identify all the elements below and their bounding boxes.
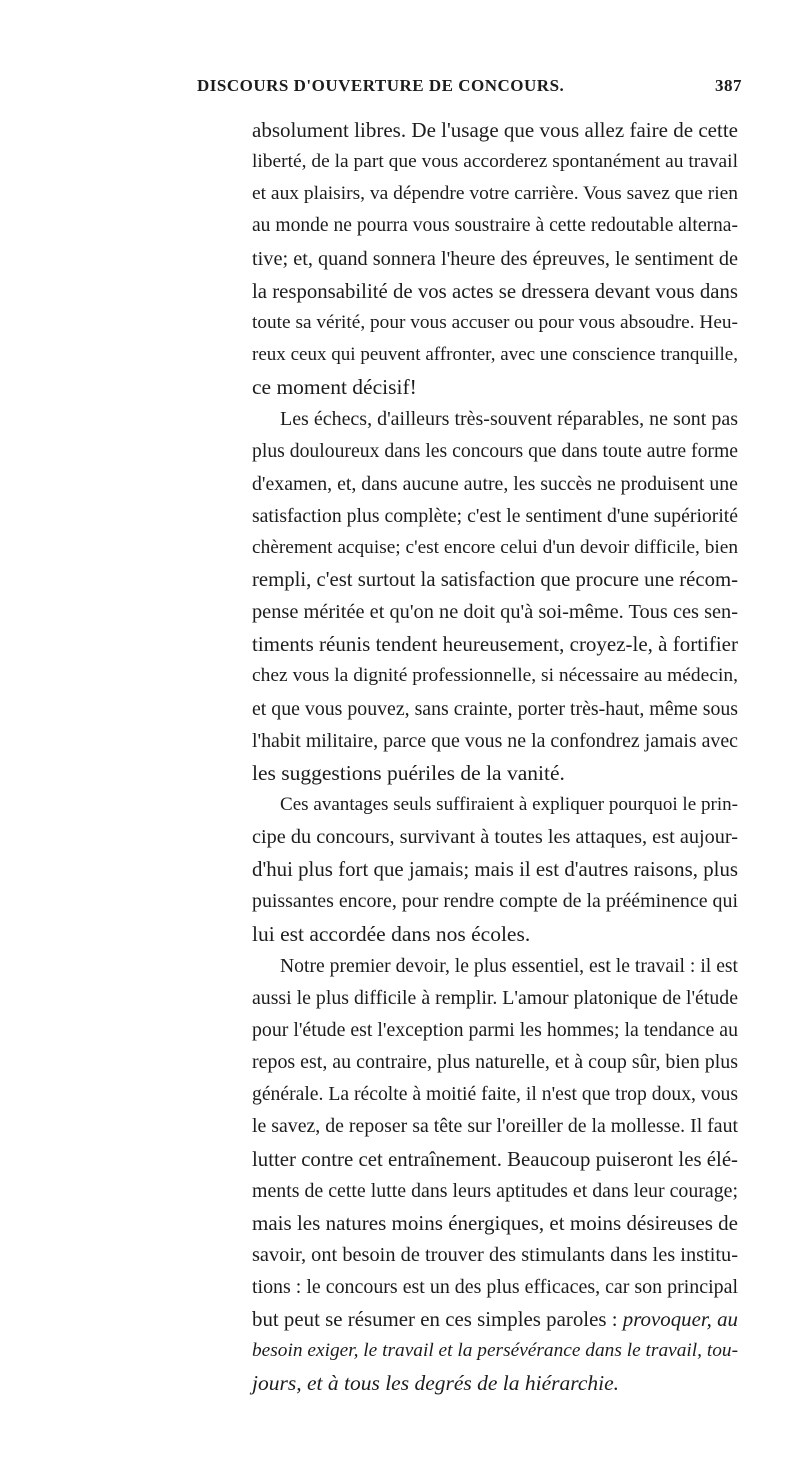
text-line-roman: reux ceux qui peuvent affronter, avec une conscience tranquille, — [252, 343, 738, 365]
text-line — [252, 660, 738, 692]
text-line — [252, 725, 738, 757]
text-line — [252, 1207, 738, 1239]
text-line — [252, 1046, 738, 1078]
text-line-roman: tions : le concours est un des plus efficaces, car son principal — [252, 1276, 738, 1299]
text-line-roman: chèrement acquise; c'est encore celui d'un devoir difficile, bien — [252, 536, 738, 558]
text-line — [252, 275, 738, 307]
text-line — [252, 243, 738, 275]
text-line-roman: repos est, au contraire, plus naturelle, et à coup sûr, bien plus — [252, 1051, 738, 1074]
text-line-roman: but peut se résumer en ces simples paroles : — [252, 1307, 618, 1332]
text-line-roman: plus douloureux dans les concours que dans toute autre forme — [252, 440, 739, 463]
text-line-roman: mais les natures moins énergiques, et moins désireuses de — [252, 1210, 738, 1235]
text-line-roman: toute sa vérité, pour vous accuser ou pour vous absoudre. Heu- — [252, 311, 738, 333]
text-line-roman: lui est accordée dans nos écoles. — [252, 921, 531, 946]
text-line — [252, 1335, 738, 1367]
text-line-roman: lutter contre cet entraînement. Beaucoup puiseront les élé- — [252, 1146, 738, 1171]
text-line-roman: rempli, c'est surtout la satisfaction que procure une récom- — [252, 568, 739, 591]
text-line — [252, 821, 738, 853]
running-title: DISCOURS D'OUVERTURE DE CONCOURS. — [197, 76, 565, 95]
text-line-roman: au monde ne pourra vous soustraire à cette redoutable alterna- — [252, 215, 738, 237]
text-line-roman: timents réunis tendent heureusement, croyez-le, à fortifier — [252, 632, 738, 657]
text-line-roman: ce moment décisif! — [252, 375, 417, 400]
text-line — [252, 1014, 738, 1046]
text-line — [252, 1078, 738, 1110]
text-line-italic: provoquer, au — [617, 1307, 738, 1332]
text-line-roman: générale. La récolte à moitié faite, il n'est que trop doux, vous — [252, 1083, 738, 1106]
text-line-roman: savoir, ont besoin de trouver des stimulants dans les institu- — [252, 1243, 738, 1266]
text-line — [252, 757, 738, 789]
text-line-italic: besoin exiger, le travail et la persévérance dans le travail, tou- — [252, 1340, 739, 1362]
text-line — [252, 1271, 738, 1303]
text-line — [252, 693, 738, 725]
text-line-roman: et que vous pouvez, sans crainte, porter très-haut, même sous — [252, 697, 738, 720]
text-line-roman: d'hui plus fort que jamais; mais il est d'autres raisons, plus — [252, 857, 738, 882]
text-line — [252, 339, 738, 371]
text-line-roman: ments de cette lutte dans leurs aptitudes et dans leur courage; — [252, 1179, 738, 1202]
text-line — [252, 564, 738, 596]
text-line-roman: Les échecs, d'ailleurs très-souvent réparables, ne sont pas — [280, 408, 738, 431]
text-line — [252, 500, 738, 532]
text-line — [252, 1175, 738, 1207]
text-line-roman: d'examen, et, dans aucune autre, les succès ne produisent une — [252, 472, 738, 495]
text-line — [252, 532, 738, 564]
text-line-roman: les suggestions puériles de la vanité. — [252, 760, 565, 785]
text-line — [252, 178, 738, 210]
text-line — [252, 885, 738, 917]
text-line-roman: pense méritée et qu'on ne doit qu'à soi-même. Tous ces sen- — [252, 601, 738, 624]
text-line — [252, 918, 738, 950]
text-line-roman: cipe du concours, survivant à toutes les attaques, est aujour- — [252, 826, 738, 849]
text-line-roman: et aux plaisirs, va dépendre votre carrière. Vous savez que rien — [252, 183, 738, 205]
text-line — [252, 628, 738, 660]
page-number: 387 — [715, 76, 742, 95]
text-line — [252, 403, 738, 435]
text-line — [252, 146, 738, 178]
text-line-roman: pour l'étude est l'exception parmi les hommes; la tendance au — [252, 1018, 738, 1041]
text-line-roman: Notre premier devoir, le plus essentiel, est le travail : il est — [280, 954, 738, 977]
text-line-roman: chez vous la dignité professionnelle, si nécessaire au médecin, — [252, 665, 738, 687]
text-line-italic: jours, et à tous les degrés de la hiérarchie. — [252, 1371, 620, 1396]
text-line — [252, 1367, 738, 1399]
text-line — [252, 307, 738, 339]
text-line-roman: le savez, de reposer sa tête sur l'oreiller de la mollesse. Il faut — [252, 1115, 738, 1138]
text-line — [252, 435, 738, 467]
text-line — [252, 1110, 738, 1142]
text-line — [252, 371, 738, 403]
text-line — [252, 982, 738, 1014]
text-line-roman: satisfaction plus complète; c'est le sentiment d'une supériorité — [252, 504, 738, 527]
text-line — [252, 114, 738, 146]
text-line — [252, 950, 738, 982]
text-line-roman: l'habit militaire, parce que vous ne la confondrez jamais avec — [252, 729, 738, 752]
text-line-roman: aussi le plus difficile à remplir. L'amour platonique de l'étude — [252, 986, 738, 1009]
text-line-roman: la responsabilité de vos actes se dressera devant vous dans — [252, 278, 738, 303]
text-line-roman: liberté, de la part que vous accorderez spontanément au travail — [252, 151, 738, 173]
text-line — [252, 468, 738, 500]
text-line-roman: puissantes encore, pour rendre compte de la prééminence qui — [252, 890, 738, 913]
text-line — [252, 210, 738, 242]
text-line-roman: tive; et, quand sonnera l'heure des épreuves, le sentiment de — [252, 247, 738, 270]
text-line — [252, 1303, 738, 1335]
text-line-roman: Ces avantages seuls suffiraient à expliquer pourquoi le prin- — [280, 793, 738, 815]
text-line — [252, 1239, 738, 1271]
text-line — [252, 1143, 738, 1175]
text-line-roman: absolument libres. De l'usage que vous allez faire de cette — [252, 118, 738, 142]
body-text — [252, 114, 738, 1400]
text-line — [252, 853, 738, 885]
page-header — [197, 76, 742, 100]
text-line — [252, 789, 738, 821]
text-line — [252, 596, 738, 628]
